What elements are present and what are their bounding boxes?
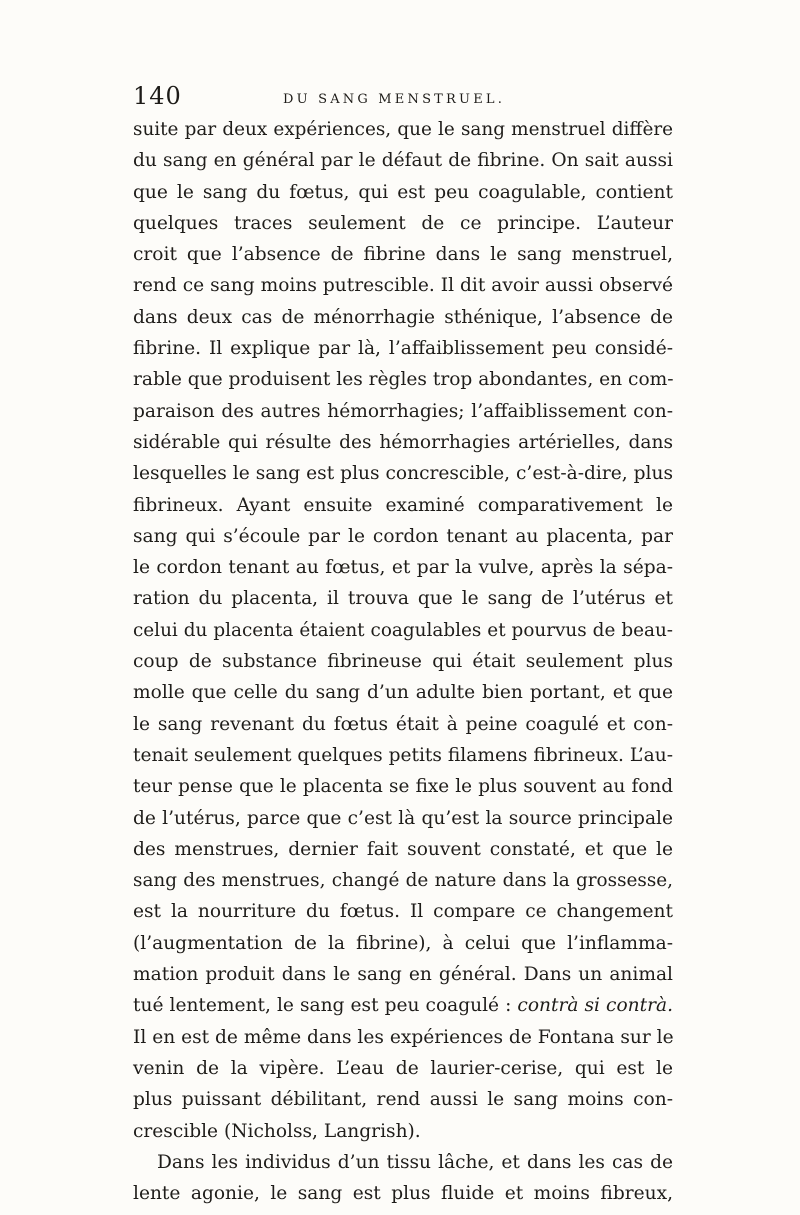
text-line: ration du placenta, il trouva que le sang de l’utérus et — [133, 588, 673, 610]
text-line: sidérable qui résulte des hémorrhagies artérielles, dans — [133, 431, 673, 453]
text-line: tenait seulement quelques petits filamens fibrineux. L’au- — [133, 744, 673, 766]
text-line: lente agonie, le sang est plus fluide et moins fibreux, — [133, 1183, 673, 1205]
text-line: des menstrues, dernier fait souvent constaté, et que le — [133, 838, 673, 860]
text-line: Il en est de même dans les expériences de Fontana sur le — [133, 1026, 674, 1048]
text-line: rend ce sang moins putrescible. Il dit avoir aussi observé — [133, 275, 673, 297]
text-line: le sang revenant du fœtus était à peine coagulé et con- — [133, 713, 673, 735]
text-line: suite par deux expériences, que le sang menstruel diffère — [133, 119, 673, 140]
body-text — [133, 114, 673, 1209]
text-line-with-italic — [133, 990, 673, 1021]
text-line: que le sang du fœtus, qui est peu coagulable, contient — [133, 181, 673, 203]
italic-phrase: contrà si contrà. — [517, 995, 673, 1017]
text-line: teur pense que le placenta se fixe le plus souvent au fond — [133, 776, 673, 798]
text-line: coup de substance fibrineuse qui était seulement plus — [133, 651, 673, 673]
text-line: fibrine. Il explique par là, l’affaiblissement peu considé- — [133, 338, 673, 360]
text-line: dans deux cas de ménorrhagie sthénique, l’absence de — [133, 306, 673, 328]
text-line: rable que produisent les règles trop abondantes, en com- — [133, 369, 674, 391]
text-line: croit que l’absence de fibrine dans le sang menstruel, — [133, 244, 673, 266]
text-line-start: tué lentement, le sang est peu coagulé : — [133, 995, 518, 1017]
text-line: le cordon tenant au fœtus, et par la vulve, après la sépa- — [133, 557, 673, 579]
text-line: fibrineux. Ayant ensuite examiné comparativement le — [133, 494, 673, 516]
text-line: plus puissant débilitant, rend aussi le sang moins con- — [133, 1089, 673, 1111]
text-line: celui du placenta étaient coagulables et pourvus de beau- — [133, 619, 673, 641]
text-line: mation produit dans le sang en général. Dans un animal — [133, 964, 673, 986]
text-line: est la nourriture du fœtus. Il compare ce changement — [133, 901, 673, 923]
text-line: quelques traces seulement de ce principe. L’auteur — [133, 212, 673, 234]
text-line: paraison des autres hémorrhagies; l’affaiblissement con- — [133, 400, 673, 422]
text-line: sang des menstrues, changé de nature dans la grossesse, — [133, 870, 673, 892]
text-line: molle que celle du sang d’un adulte bien portant, et que — [133, 682, 673, 704]
text-line: du sang en général par le défaut de fibrine. On sait aussi — [133, 150, 673, 172]
text-line: venin de la vipère. L’eau de laurier-cerise, qui est le — [133, 1057, 673, 1079]
text-line: (l’augmentation de la fibrine), à celui que l’inflamma- — [133, 932, 673, 954]
text-line: Dans les individus d’un tissu lâche, et dans les cas de — [157, 1151, 673, 1173]
text-line: sang qui s’écoule par le cordon tenant au placenta, par — [133, 525, 673, 547]
page-number: 140 — [133, 82, 182, 110]
running-title: DU SANG MENSTRUEL. — [283, 92, 506, 107]
text-line: crescible (Nicholss, Langrish). — [133, 1120, 421, 1142]
page-header — [133, 78, 673, 118]
text-line: lesquelles le sang est plus concrescible, c’est-à-dire, plus — [133, 463, 673, 485]
text-line: de l’utérus, parce que c’est là qu’est la source principale — [133, 807, 673, 829]
